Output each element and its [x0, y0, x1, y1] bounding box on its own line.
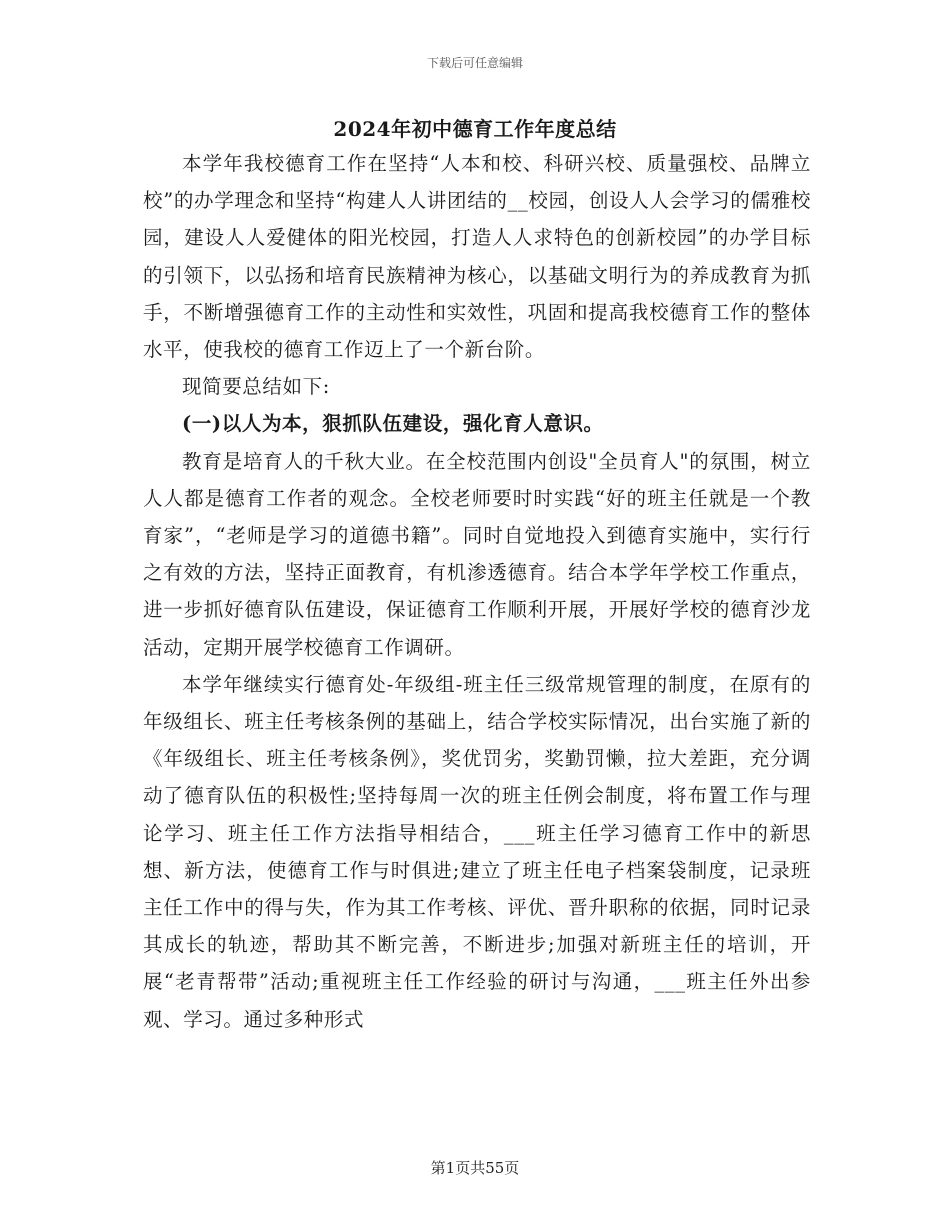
page-number-footer: 第1页共55页 [430, 1159, 520, 1177]
header-note: 下载后可任意编辑 [426, 56, 523, 70]
paragraph-summary-lead: 现简要总结如下: [182, 375, 330, 399]
paragraph-education: 教育是培育人的千秋大业。在全校范围内创设"全员育人"的氛围，树立人人都是德育工作者的观念。全校老师要时时实践“好的班主任就是一个教育家”，“老师是学习的道德书籍”。同时自觉地投入到德育实施中，实行行之有效的方法，坚持正面教育，有机渗透德育。结合本学年学校工作重点，进一步抓好德育队伍建设，保证德育工作顺利开展，开展好学校的德育沙龙活动，定期开展学校德育工作调研。 [143, 449, 811, 659]
document-body [143, 145, 811, 1038]
paragraph-intro: 本学年我校德育工作在坚持“人本和校、科研兴校、质量强校、品牌立校”的办学理念和坚持“构建人人讲团结的__校园，创设人人会学习的儒雅校园，建设人人爱健体的阳光校园，打造人人求特色的创新校园”的办学目标的引领下，以弘扬和培育民族精神为核心，以基础文明行为的养成教育为抓手，不断增强德育工作的主动性和实效性，巩固和提高我校德育工作的整体水平，使我校的德育工作迈上了一个新台阶。 [143, 152, 811, 362]
paragraph-management: 本学年继续实行德育处-年级组-班主任三级常规管理的制度，在原有的年级组长、班主任考核条例的基础上，结合学校实际情况，出台实施了新的《年级组长、班主任考核条例》，奖优罚劣，奖勤罚懒，拉大差距，充分调动了德育队伍的积极性;坚持每周一次的班主任例会制度，将布置工作与理论学习、班主任工作方法指导相结合，___班主任学习德育工作中的新思想、新方法，使德育工作与时俱进;建立了班主任电子档案袋制度，记录班主任工作中的得与失，作为其工作考核、评优、晋升职称的依据，同时记录其成长的轨迹，帮助其不断完善，不断进步;加强对新班主任的培训，开展“老青帮带”活动;重视班主任工作经验的研讨与沟通，___班主任外出参观、学习。通过多种形式 [143, 672, 811, 1031]
document-title: 2024年初中德育工作年度总结 [333, 117, 617, 141]
section-heading-1: (一)以人为本，狠抓队伍建设，强化育人意识。 [182, 412, 604, 436]
